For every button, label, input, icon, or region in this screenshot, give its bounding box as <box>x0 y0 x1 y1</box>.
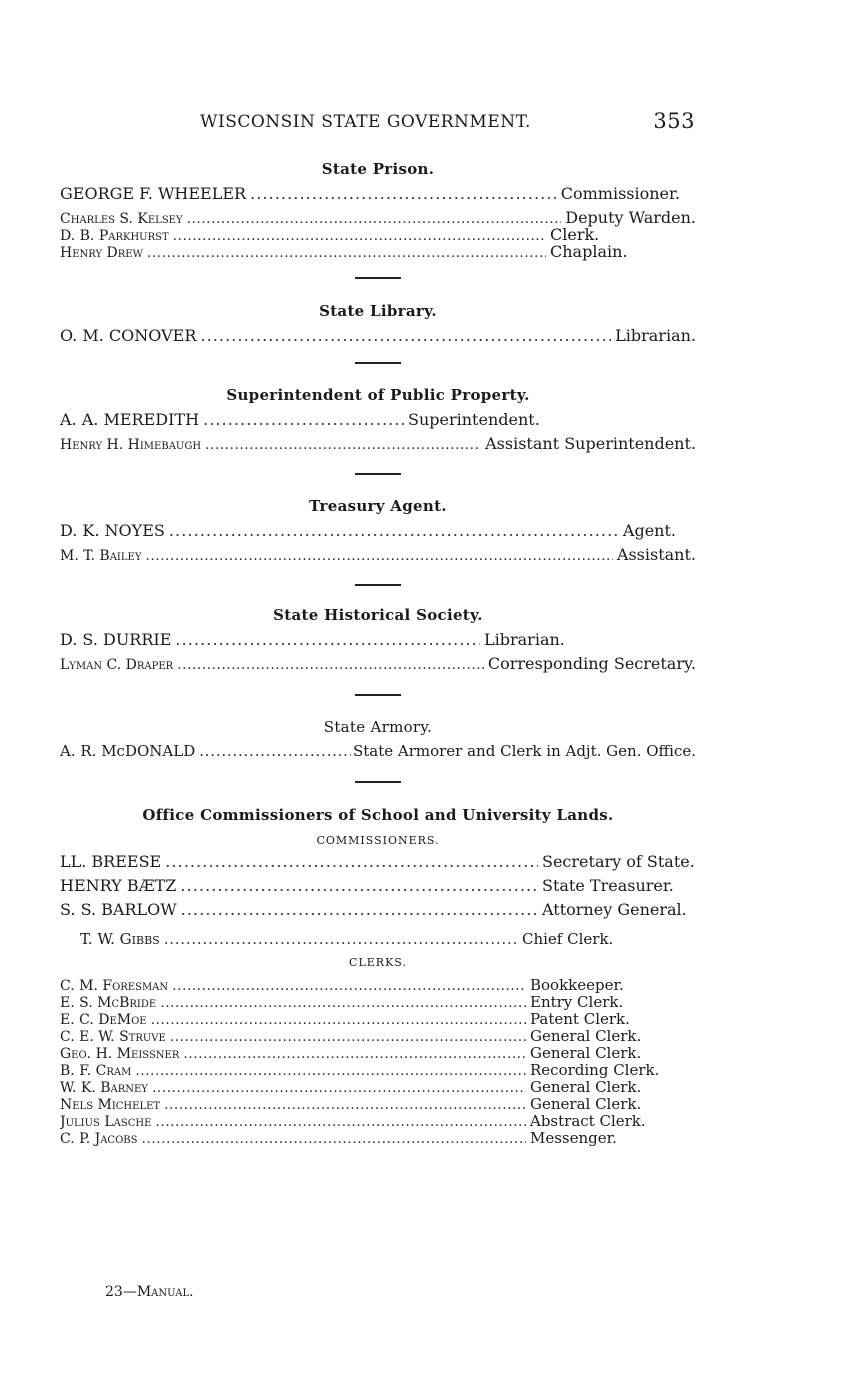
running-title: WISCONSIN STATE GOVERNMENT. <box>200 112 531 132</box>
entry-name: C. P. Jacobs <box>60 1131 138 1147</box>
leader-dots <box>145 548 612 564</box>
entry-name: A. A. MEREDITH <box>60 410 200 429</box>
entry-role: Clerk. <box>550 225 600 244</box>
list-item <box>60 742 696 760</box>
section-title: State Armory. <box>323 718 433 736</box>
leader-dots <box>160 995 526 1011</box>
entry-name: Nels Michelet <box>60 1097 161 1113</box>
list-item <box>60 976 680 994</box>
leader-dots <box>250 184 557 203</box>
entry-role: Librarian. <box>615 326 696 345</box>
entry-name: Lyman C. Draper <box>60 657 174 673</box>
entry-name: GEORGE F. WHEELER <box>60 184 247 203</box>
commissioners-heading: COMMISSIONERS. <box>316 834 440 847</box>
section-title: Office Commissioners of School and University Lands. <box>142 806 614 824</box>
entry-role: State Armorer and Clerk in Adjt. Gen. Office. <box>352 742 696 760</box>
list-item <box>60 521 676 540</box>
entry-name: A. R. McDONALD <box>60 742 196 760</box>
entry-name: E. C. DeMoe <box>60 1012 147 1028</box>
list-item <box>60 1129 680 1147</box>
entry-role: Messenger. <box>530 1129 617 1147</box>
leader-dots <box>141 1131 526 1147</box>
entry-role: Deputy Warden. <box>565 208 696 227</box>
entry-role: Recording Clerk. <box>530 1061 660 1079</box>
list-item <box>60 1112 680 1130</box>
section-title: Treasury Agent. <box>309 497 447 515</box>
list-item <box>60 545 696 564</box>
section-divider <box>355 694 401 696</box>
entry-role: Abstract Clerk. <box>530 1112 646 1130</box>
entry-role: Corresponding Secretary. <box>487 654 696 673</box>
list-item <box>60 242 680 261</box>
leader-dots <box>135 1063 526 1079</box>
entry-name: M. T. Bailey <box>60 548 142 564</box>
leader-dots <box>172 978 526 994</box>
entry-role: Secretary of State. <box>542 852 695 871</box>
list-item <box>60 630 572 649</box>
list-item <box>60 1061 680 1079</box>
entry-name: D. B. Parkhurst <box>60 228 169 244</box>
entry-role: General Clerk. <box>530 1095 642 1113</box>
section-title: State Prison. <box>321 160 435 178</box>
section-divider <box>355 473 401 475</box>
leader-dots <box>203 410 404 429</box>
entry-name: D. K. NOYES <box>60 521 165 540</box>
leader-dots <box>164 1097 526 1113</box>
entry-role: General Clerk. <box>530 1078 642 1096</box>
entry-role: State Treasurer. <box>542 876 674 895</box>
section-divider <box>355 584 401 586</box>
entry-role: Bookkeeper. <box>530 976 624 994</box>
leader-dots <box>169 521 619 540</box>
leader-dots <box>152 1080 526 1096</box>
section-title: State Library. <box>319 302 437 320</box>
entry-role: Agent. <box>622 521 676 540</box>
list-item <box>60 434 696 453</box>
leader-dots <box>177 657 484 673</box>
entry-role: Commissioner. <box>560 184 680 203</box>
section-divider <box>355 362 401 364</box>
list-item <box>60 993 680 1011</box>
entry-role: Chaplain. <box>550 242 628 261</box>
list-item <box>60 410 620 429</box>
section-divider <box>355 781 401 783</box>
clerks-heading: CLERKS. <box>349 956 407 969</box>
list-item <box>60 1095 680 1113</box>
entry-role: Chief Clerk. <box>522 930 614 948</box>
section-divider <box>355 277 401 279</box>
entry-role: Patent Clerk. <box>530 1010 630 1028</box>
list-item <box>60 326 696 345</box>
entry-role: Assistant. <box>616 545 696 564</box>
leader-dots <box>155 1114 526 1130</box>
leader-dots <box>170 1029 526 1045</box>
entry-role: Librarian. <box>484 630 565 649</box>
entry-name: B. F. Cram <box>60 1063 132 1079</box>
entry-name: S. S. BARLOW <box>60 900 177 919</box>
leader-dots <box>147 245 546 261</box>
leader-dots <box>175 630 480 649</box>
entry-role: Assistant Superintendent. <box>485 434 696 453</box>
entry-name: C. E. W. Struve <box>60 1029 166 1045</box>
list-item <box>60 184 680 203</box>
page-number: 353 <box>653 109 695 133</box>
leader-dots <box>200 326 611 345</box>
leader-dots <box>180 876 538 895</box>
list-item <box>60 654 696 673</box>
entry-name: Henry Drew <box>60 245 143 261</box>
leader-dots <box>205 437 481 453</box>
entry-role: General Clerk. <box>530 1027 642 1045</box>
section-title: Superintendent of Public Property. <box>226 386 530 404</box>
list-item <box>60 876 696 895</box>
section-title: State Historical Society. <box>273 606 483 624</box>
leader-dots <box>183 1046 526 1062</box>
entry-name: HENRY BÆTZ <box>60 876 177 895</box>
entry-name: D. S. DURRIE <box>60 630 172 649</box>
list-item <box>80 930 676 948</box>
entry-name: T. W. Gibbs <box>80 930 160 948</box>
entry-name: C. M. Foresman <box>60 978 169 994</box>
list-item <box>60 1027 680 1045</box>
entry-name: Geo. H. Meissner <box>60 1046 180 1062</box>
entry-name: LL. BREESE <box>60 852 162 871</box>
entry-role: Attorney General. <box>542 900 687 919</box>
list-item <box>60 900 696 919</box>
list-item <box>60 1010 680 1028</box>
entry-name: Charles S. Kelsey <box>60 211 183 227</box>
leader-dots <box>181 900 538 919</box>
entry-role: Entry Clerk. <box>530 993 624 1011</box>
list-item <box>60 1044 680 1062</box>
leader-dots <box>199 742 351 760</box>
entry-name: W. K. Barney <box>60 1080 148 1096</box>
leader-dots <box>164 930 518 948</box>
list-item <box>60 852 696 871</box>
entry-role: General Clerk. <box>530 1044 642 1062</box>
signature-mark: 23—Manual. <box>105 1284 194 1300</box>
entry-name: Julius Lasche <box>60 1114 152 1130</box>
entry-name: E. S. McBride <box>60 995 157 1011</box>
list-item <box>60 1078 680 1096</box>
entry-name: O. M. CONOVER <box>60 326 197 345</box>
leader-dots <box>165 852 538 871</box>
entry-name: Henry H. Himebaugh <box>60 437 202 453</box>
entry-role: Superintendent. <box>408 410 540 429</box>
leader-dots <box>151 1012 526 1028</box>
